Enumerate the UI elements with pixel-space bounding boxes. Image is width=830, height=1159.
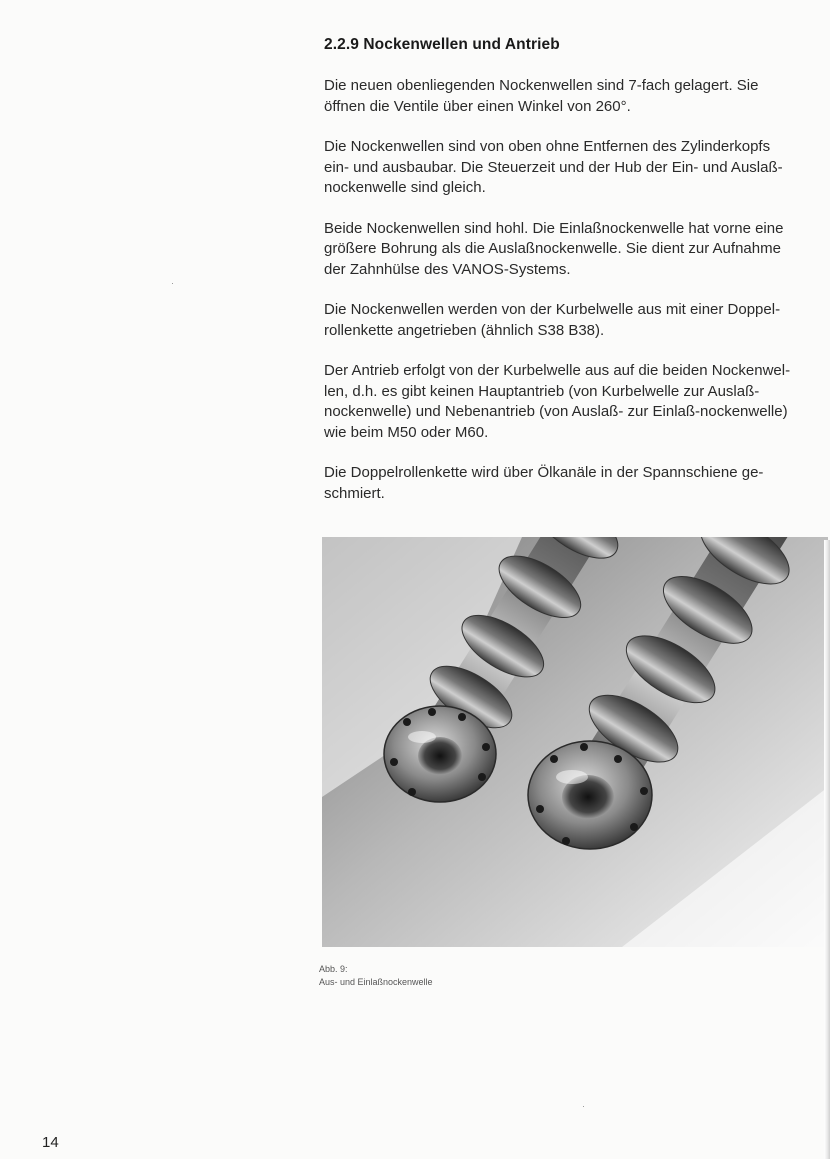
paragraph-lubrication <box>324 463 828 504</box>
figure-caption-text: Aus- und Einlaßnockenwelle <box>319 977 433 987</box>
text-line: schmiert. <box>324 484 385 502</box>
paragraph-drive <box>324 361 828 443</box>
text-line: der Zahnhülse des VANOS-Systems. <box>324 260 571 278</box>
figure-label: Abb. 9: <box>319 964 348 974</box>
page-number: 14 <box>42 1134 59 1151</box>
page-edge-shadow <box>824 540 830 1159</box>
scan-speck <box>172 283 173 284</box>
body-text <box>324 76 828 524</box>
section-heading: 2.2.9 Nockenwellen und Antrieb <box>324 36 560 53</box>
text-line: größere Bohrung als die Auslaßnockenwelle. Sie dient zur Aufnahme <box>324 240 781 257</box>
text-line: Die Nockenwellen sind von oben ohne Entfernen des Zylinderkopfs <box>324 138 771 155</box>
text-line: Die neuen obenliegenden Nockenwellen sind 7-fach gelagert. Sie <box>324 77 759 94</box>
text-line: Die Doppelrollenkette wird über Ölkanäle in der Spannschiene ge- <box>324 464 764 481</box>
text-line: Beide Nockenwellen sind hohl. Die Einlaßnockenwelle hat vorne eine <box>324 219 784 237</box>
text-line: ein- und ausbaubar. Die Steuerzeit und der Hub der Ein- und Auslaß- <box>324 158 783 176</box>
text-line: nockenwelle) und Nebenantrieb (von Auslaß- zur Einlaß-nockenwelle) <box>324 403 788 420</box>
paragraph-bearings <box>324 76 828 117</box>
paragraph-removal <box>324 137 828 199</box>
text-line: Die Nockenwellen werden von der Kurbelwelle aus mit einer Doppel- <box>324 301 781 318</box>
text-line: rollenkette angetrieben (ähnlich S38 B38). <box>324 321 605 339</box>
paragraph-hollow <box>324 219 828 281</box>
scan-speck <box>583 1106 584 1107</box>
paragraph-chain <box>324 300 828 341</box>
text-line: öffnen die Ventile über einen Winkel von 260°. <box>324 97 631 115</box>
figure-caption <box>319 963 433 989</box>
text-line: wie beim M50 oder M60. <box>324 423 489 441</box>
text-line: len, d.h. es gibt keinen Hauptantrieb (von Kurbelwelle zur Auslaß- <box>324 382 760 400</box>
text-line: Der Antrieb erfolgt von der Kurbelwelle aus auf die beiden Nockenwel- <box>324 362 791 379</box>
text-line: nockenwelle sind gleich. <box>324 179 486 196</box>
camshaft-photo <box>322 537 828 947</box>
